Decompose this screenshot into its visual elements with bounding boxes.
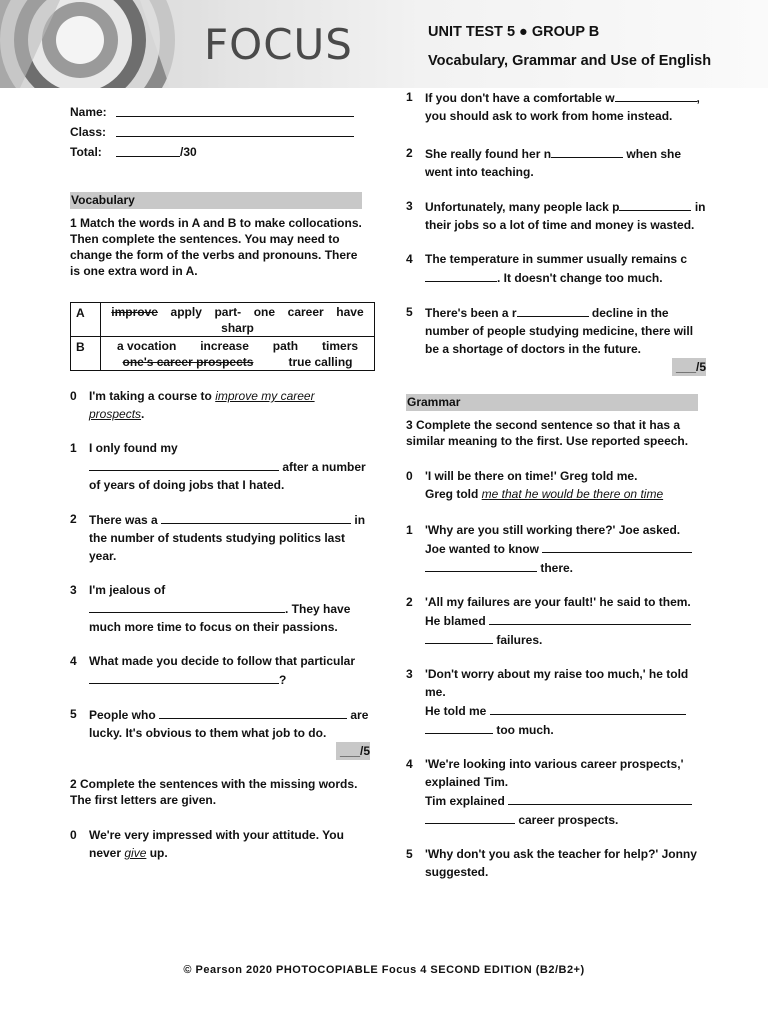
grammar-heading: Grammar bbox=[406, 394, 698, 411]
question-text-end: . It doesn't change too much. bbox=[497, 271, 663, 285]
question-text: What made you decide to follow that particular bbox=[89, 654, 356, 668]
ex1-question-5 bbox=[70, 705, 370, 742]
ex3-example bbox=[406, 467, 706, 503]
word-b-0: a vocation bbox=[116, 339, 177, 353]
question-number: 3 bbox=[406, 667, 413, 681]
answer-blank[interactable] bbox=[517, 303, 589, 317]
question-number: 0 bbox=[70, 389, 77, 403]
question-text: He told me bbox=[425, 704, 490, 718]
exercise-2-instruction: 2 Complete the sentences with the missing words. The first letters are given. bbox=[70, 777, 358, 807]
question-text: If you don't have a comfortable w bbox=[425, 91, 615, 105]
total-row bbox=[70, 143, 370, 163]
class-label: Class: bbox=[70, 125, 107, 139]
ex2-question-3 bbox=[406, 197, 706, 234]
vocabulary-heading: Vocabulary bbox=[70, 192, 362, 209]
question-text-end: ? bbox=[279, 673, 287, 687]
row-a-words bbox=[101, 304, 374, 336]
question-text: 'Don't worry about my raise too much,' he told me. bbox=[425, 667, 689, 699]
question-text-end: decline in the number of people studying medicine, there will be a shortage of doctors in the future. bbox=[425, 306, 694, 356]
ex2-question-2 bbox=[406, 144, 706, 181]
question-text-end: in the number of students studying politics last year. bbox=[89, 513, 366, 563]
ex2-score-box bbox=[406, 358, 706, 376]
word-b-4: one's career prospects bbox=[122, 355, 254, 369]
question-number: 1 bbox=[70, 441, 77, 455]
collocation-table bbox=[70, 302, 375, 371]
question-number: 1 bbox=[406, 523, 413, 537]
answer-blank[interactable] bbox=[425, 558, 537, 572]
word-a-1: apply bbox=[170, 305, 202, 319]
answer-blank[interactable] bbox=[89, 457, 279, 471]
ex3-question-1 bbox=[406, 521, 706, 577]
question-text: He blamed bbox=[425, 614, 490, 628]
ex2-question-1 bbox=[406, 88, 706, 125]
question-number: 4 bbox=[406, 757, 413, 771]
question-number: 5 bbox=[406, 847, 413, 861]
answer-blank[interactable] bbox=[425, 630, 493, 644]
question-text: The temperature in summer usually remains c bbox=[425, 252, 688, 266]
question-text: 'We're looking into various career prospects,' explained Tim. bbox=[425, 757, 684, 789]
question-text-end: . They have much more time to focus on their passions. bbox=[89, 602, 351, 634]
answer-blank[interactable] bbox=[89, 670, 279, 684]
left-column bbox=[70, 103, 370, 862]
question-number: 4 bbox=[70, 654, 77, 668]
ex1-score[interactable]: ___/5 bbox=[336, 742, 370, 760]
word-b-3: timers bbox=[322, 339, 359, 353]
right-column bbox=[406, 88, 706, 881]
question-text: We're very impressed with your attitude. You never bbox=[89, 828, 344, 860]
ex1-score-box bbox=[70, 742, 370, 760]
question-text-end: are lucky. It's obvious to them what job to do. bbox=[89, 708, 369, 740]
question-text: I'm taking a course to bbox=[89, 389, 216, 403]
question-text-end: career prospects. bbox=[515, 813, 619, 827]
question-text: Tim explained bbox=[425, 794, 509, 808]
answer-blank[interactable] bbox=[615, 88, 697, 102]
question-number: 2 bbox=[70, 512, 77, 526]
question-number: 1 bbox=[406, 90, 413, 104]
page-footer: © Pearson 2020 PHOTOCOPIABLE Focus 4 SECOND EDITION (B2/B2+) bbox=[183, 964, 585, 976]
total-field[interactable] bbox=[116, 143, 180, 157]
word-a-6: sharp bbox=[221, 321, 254, 335]
question-text-end: when she went into teaching. bbox=[425, 147, 682, 179]
question-text-end: after a number of years of doing jobs that I hated. bbox=[89, 460, 366, 492]
ex3-question-3 bbox=[406, 665, 706, 739]
answer-blank[interactable] bbox=[425, 268, 497, 282]
question-text: 'Why are you still working there?' Joe asked. bbox=[425, 523, 681, 537]
question-number: 0 bbox=[70, 828, 77, 842]
answer-blank[interactable] bbox=[89, 599, 285, 613]
answer-blank[interactable] bbox=[619, 197, 691, 211]
exercise-3-instruction: 3 Complete the second sentence so that it has a similar meaning to the first. Use reported speech. bbox=[406, 418, 689, 448]
word-a-2: part- bbox=[214, 305, 242, 319]
total-label: Total: bbox=[70, 145, 102, 159]
example-answer: give bbox=[124, 846, 147, 860]
question-number: 3 bbox=[406, 199, 413, 213]
test-subtitle: Vocabulary, Grammar and Use of English bbox=[428, 53, 712, 69]
question-text: People who bbox=[89, 708, 160, 722]
question-number: 4 bbox=[406, 252, 413, 266]
question-text-end: . bbox=[141, 407, 145, 421]
answer-blank[interactable] bbox=[490, 701, 686, 715]
question-text: I'm jealous of bbox=[89, 583, 166, 597]
question-number: 0 bbox=[406, 469, 413, 483]
question-number: 5 bbox=[70, 707, 77, 721]
table-row-a bbox=[71, 303, 375, 337]
page-header bbox=[0, 0, 768, 88]
ex3-question-5 bbox=[406, 845, 706, 881]
answer-blank[interactable] bbox=[159, 705, 347, 719]
table-row-b bbox=[71, 337, 375, 371]
word-a-3: one bbox=[253, 305, 276, 319]
ex1-question-3 bbox=[70, 581, 370, 636]
answer-blank[interactable] bbox=[551, 144, 623, 158]
ex1-question-2 bbox=[70, 510, 370, 565]
question-text: Greg told bbox=[425, 487, 482, 501]
question-number: 3 bbox=[70, 583, 77, 597]
ex2-score[interactable]: ___/5 bbox=[672, 358, 706, 376]
total-max: /30 bbox=[180, 145, 197, 159]
unit-title: UNIT TEST 5 ● GROUP B bbox=[428, 24, 600, 40]
answer-blank[interactable] bbox=[425, 810, 515, 824]
ex3-question-2 bbox=[406, 593, 706, 649]
example-answer: me that he would be there on time bbox=[481, 487, 664, 501]
class-field[interactable] bbox=[116, 123, 354, 137]
word-b-2: path bbox=[272, 339, 299, 353]
question-text: Joe wanted to know bbox=[425, 542, 543, 556]
ex3-question-4 bbox=[406, 755, 706, 829]
question-text: She really found her n bbox=[425, 147, 552, 161]
question-text: 'I will be there on time!' Greg told me. bbox=[425, 469, 638, 483]
question-text-end: , you should ask to work from home instead. bbox=[425, 91, 700, 123]
word-b-5: true calling bbox=[288, 355, 353, 369]
word-b-1: increase bbox=[200, 339, 249, 353]
ex1-example bbox=[70, 387, 370, 423]
question-number: 2 bbox=[406, 595, 413, 609]
question-number: 2 bbox=[406, 146, 413, 160]
ex2-question-5 bbox=[406, 303, 706, 358]
question-text: 'Why don't you ask the teacher for help?' Jonny suggested. bbox=[425, 847, 697, 879]
exercise-1-instruction: 1 Match the words in A and B to make collocations. Then complete the sentences. You may need to change the form of the verbs and pronouns. There is one extra word in A. bbox=[70, 216, 362, 278]
word-a-4: career bbox=[287, 305, 324, 319]
class-row bbox=[70, 123, 370, 143]
answer-blank[interactable] bbox=[542, 539, 692, 553]
name-label: Name: bbox=[70, 105, 107, 119]
question-number: 5 bbox=[406, 305, 413, 319]
word-a-5: have bbox=[336, 305, 364, 319]
word-a-0: improve bbox=[111, 305, 158, 319]
row-b-label: B bbox=[71, 337, 101, 371]
focus-logo-graphic bbox=[0, 0, 200, 88]
answer-blank[interactable] bbox=[161, 510, 351, 524]
answer-blank[interactable] bbox=[508, 791, 692, 805]
name-row bbox=[70, 103, 370, 123]
ex2-example bbox=[70, 826, 370, 862]
question-text-end: up. bbox=[146, 846, 168, 860]
row-b-words bbox=[101, 338, 374, 370]
name-field[interactable] bbox=[116, 103, 354, 117]
ex2-question-4 bbox=[406, 250, 706, 287]
question-text: 'All my failures are your fault!' he said to them. bbox=[425, 595, 691, 609]
answer-blank[interactable] bbox=[489, 611, 691, 625]
ex1-question-4 bbox=[70, 652, 370, 689]
question-text: Unfortunately, many people lack p bbox=[425, 200, 620, 214]
question-text: There was a bbox=[89, 513, 162, 527]
row-a-label: A bbox=[71, 303, 101, 337]
example-answer: improve my career prospects bbox=[89, 389, 315, 421]
question-text-end: in their jobs so a lot of time and money is wasted. bbox=[425, 200, 706, 232]
question-text-end: too much. bbox=[493, 723, 554, 737]
question-text: I only found my bbox=[89, 441, 178, 455]
question-text-end: there. bbox=[537, 561, 574, 575]
question-text-end: failures. bbox=[493, 633, 543, 647]
ex1-question-1 bbox=[70, 439, 370, 494]
brand-title: FOCUS bbox=[204, 20, 353, 69]
answer-blank[interactable] bbox=[425, 720, 493, 734]
question-text: There's been a r bbox=[425, 306, 517, 320]
